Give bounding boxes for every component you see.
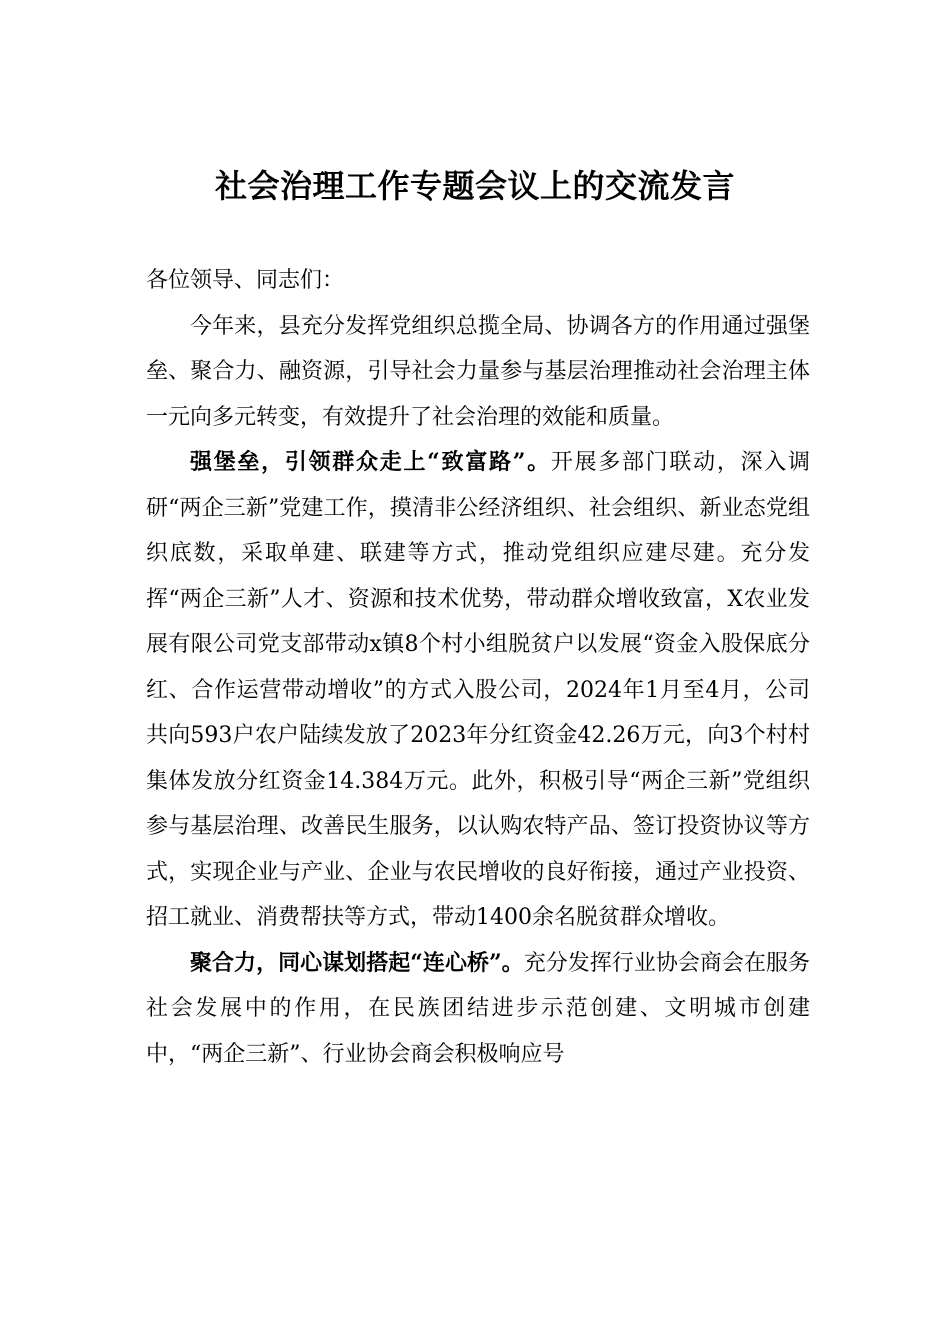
paragraph-lead-heading: 强堡垒，引领群众走上“致富路”。 xyxy=(190,449,551,475)
paragraph-gather-strength xyxy=(146,941,810,1078)
paragraph-intro-text: 今年来，县充分发挥党组织总揽全局、协调各方的作用通过强堡垒、聚合力、融资源，引导社会力量参与基层治理推动社会治理主体一元向多元转变，有效提升了社会治理的效能和质量。 xyxy=(146,313,810,430)
salutation: 各位领导、同志们： xyxy=(146,268,345,293)
document-body xyxy=(146,258,810,1077)
paragraph-intro xyxy=(146,304,810,441)
paragraph-lead-heading: 聚合力，同心谋划搭起“连心桥”。 xyxy=(190,949,524,976)
paragraph-text: 开展多部门联动，深入调研“两企三新”党建工作，摸清非公经济组织、社会组织、新业态党组织底数，采取单建、联建等方式，推动党组织应建尽建。充分发挥“两企三新”人才、资源和技术优势，带动群众增收致富，X农业发展有限公司党支部带动x镇8个村小组脱贫户以发展“资金入股保底分红、合作运营带动增收”的方式入股公司，2024年1月至4月，公司共向593户农户陆续发放了2023年分红资金42.26万元，向3个村村集体发放分红资金14.384万元。此外，积极引导“两企三新”党组织参与基层治理、改善民生服务，以认购农特产品、签订投资协议等方式，实现企业与产业、企业与农民增收的良好衔接，通过产业投资、招工就业、消费帮扶等方式，带动1400余名脱贫群众增收。 xyxy=(146,450,810,930)
paragraph-strengthen-bastion xyxy=(146,440,810,941)
document-title: 社会治理工作专题会议上的交流发言 xyxy=(214,167,735,205)
paragraph-text: 充分发挥行业协会商会在服务社会发展中的作用，在民族团结进步示范创建、文明城市创建中，“两企三新”、行业协会商会积极响应号 xyxy=(146,950,810,1067)
